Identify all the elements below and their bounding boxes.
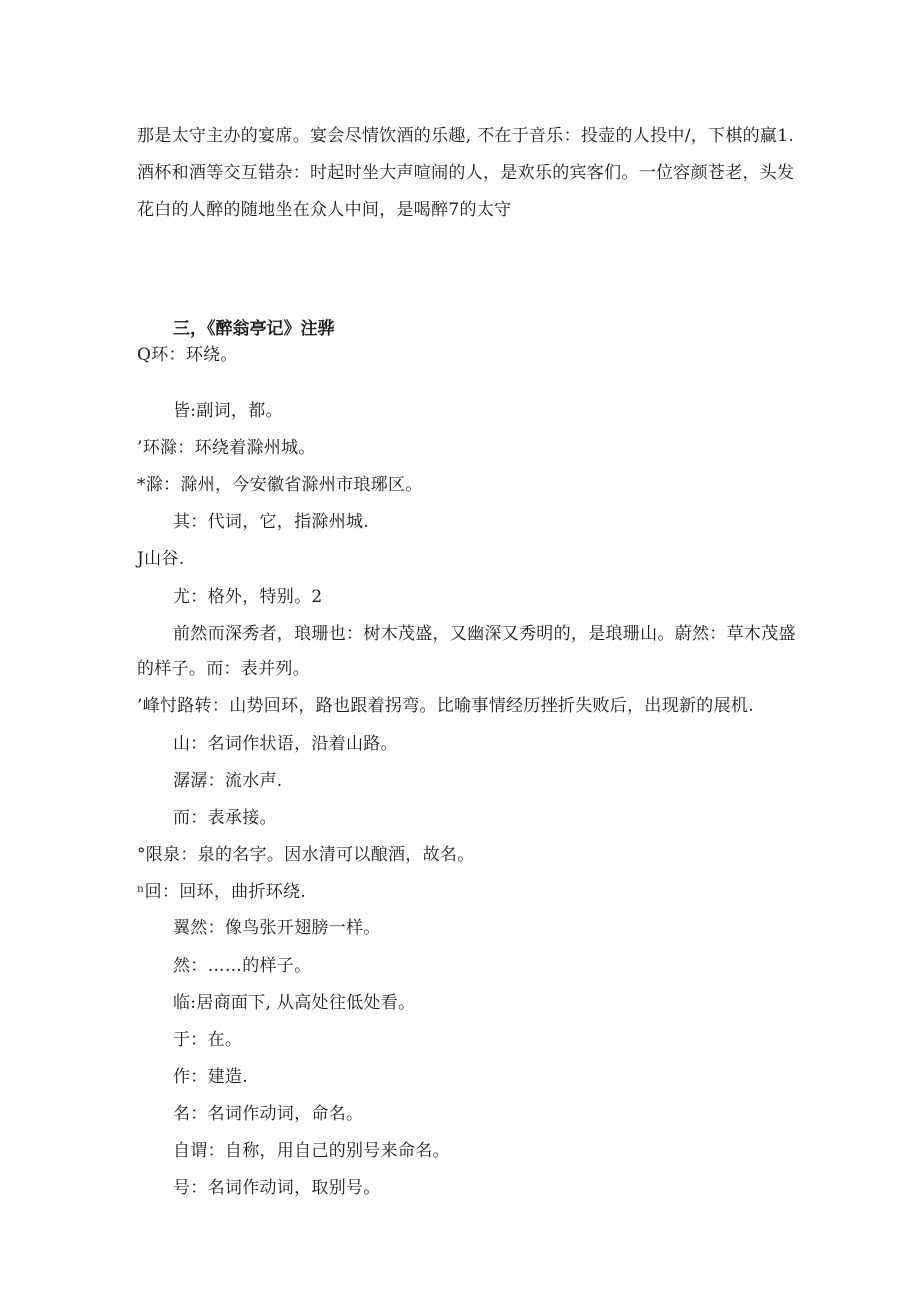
- note-line: J山谷.: [137, 549, 185, 569]
- note-line: 而：表承接。: [173, 808, 277, 828]
- note-line: 前然而深秀者，琅珊也：树木茂盛，又幽深又秀明的，是琅珊山。蔚然：草木茂盛: [173, 624, 796, 644]
- note-line: ’峰忖路转：山势回环，路也跟着拐弯。比喻事情经历挫折失败后，出现新的展机.: [137, 696, 754, 716]
- note-line: 潺潺：流水声.: [173, 771, 283, 791]
- note-line: *滁：滁州，今安徽省滁州市琅琊区。: [137, 475, 423, 495]
- paragraph-line: 花白的人醉的随地坐在众人中间，是喝醉7的太守: [137, 200, 512, 220]
- note-line: 翼然：像鸟张开翅膀一样。: [173, 918, 381, 938]
- note-line: 然：……的样子。: [173, 956, 312, 976]
- note-line: 皆:副词，都。: [173, 401, 283, 421]
- note-line: 号：名词作动词，取别号。: [173, 1178, 381, 1198]
- note-line: ⁿ回：回环，曲折环绕.: [137, 882, 307, 902]
- note-line: 其：代词，它，指滁州城.: [173, 512, 370, 532]
- note-line: 作：建造.: [173, 1067, 248, 1087]
- section-heading: 三，《醉翁亭记》注骅: [173, 319, 335, 339]
- note-line: ’环滁：环绕着滁州城。: [137, 438, 316, 458]
- note-line: 临:居商面下, 从高处往低处看。: [173, 993, 416, 1013]
- paragraph-line: 那是太守主办的宴席。宴会尽情饮酒的乐趣, 不在于音乐：投壶的人投中/，下棋的赢1.: [137, 126, 795, 146]
- note-line: 自谓：自称，用自己的别号来命名。: [173, 1141, 450, 1161]
- note-line: 于：在。: [173, 1030, 243, 1050]
- note-line: 山：名词作状语，沿着山路。: [173, 734, 398, 754]
- translation-paragraph: [137, 118, 797, 229]
- note-line: 名：名词作动词，命名。: [173, 1104, 364, 1124]
- note-line: 尤：格外，特别。2: [173, 587, 323, 607]
- note-line: °限泉：泉的名字。因水清可以酿酒，故名。: [137, 845, 475, 865]
- note-line: 的样子。而：表并列。: [137, 659, 310, 679]
- paragraph-line: 酒杯和酒等交互错杂：时起时坐大声喧闹的人，是欢乐的宾客们。一位容颜苍老，头发: [137, 163, 795, 183]
- note-line: Q环：环绕。: [137, 345, 238, 365]
